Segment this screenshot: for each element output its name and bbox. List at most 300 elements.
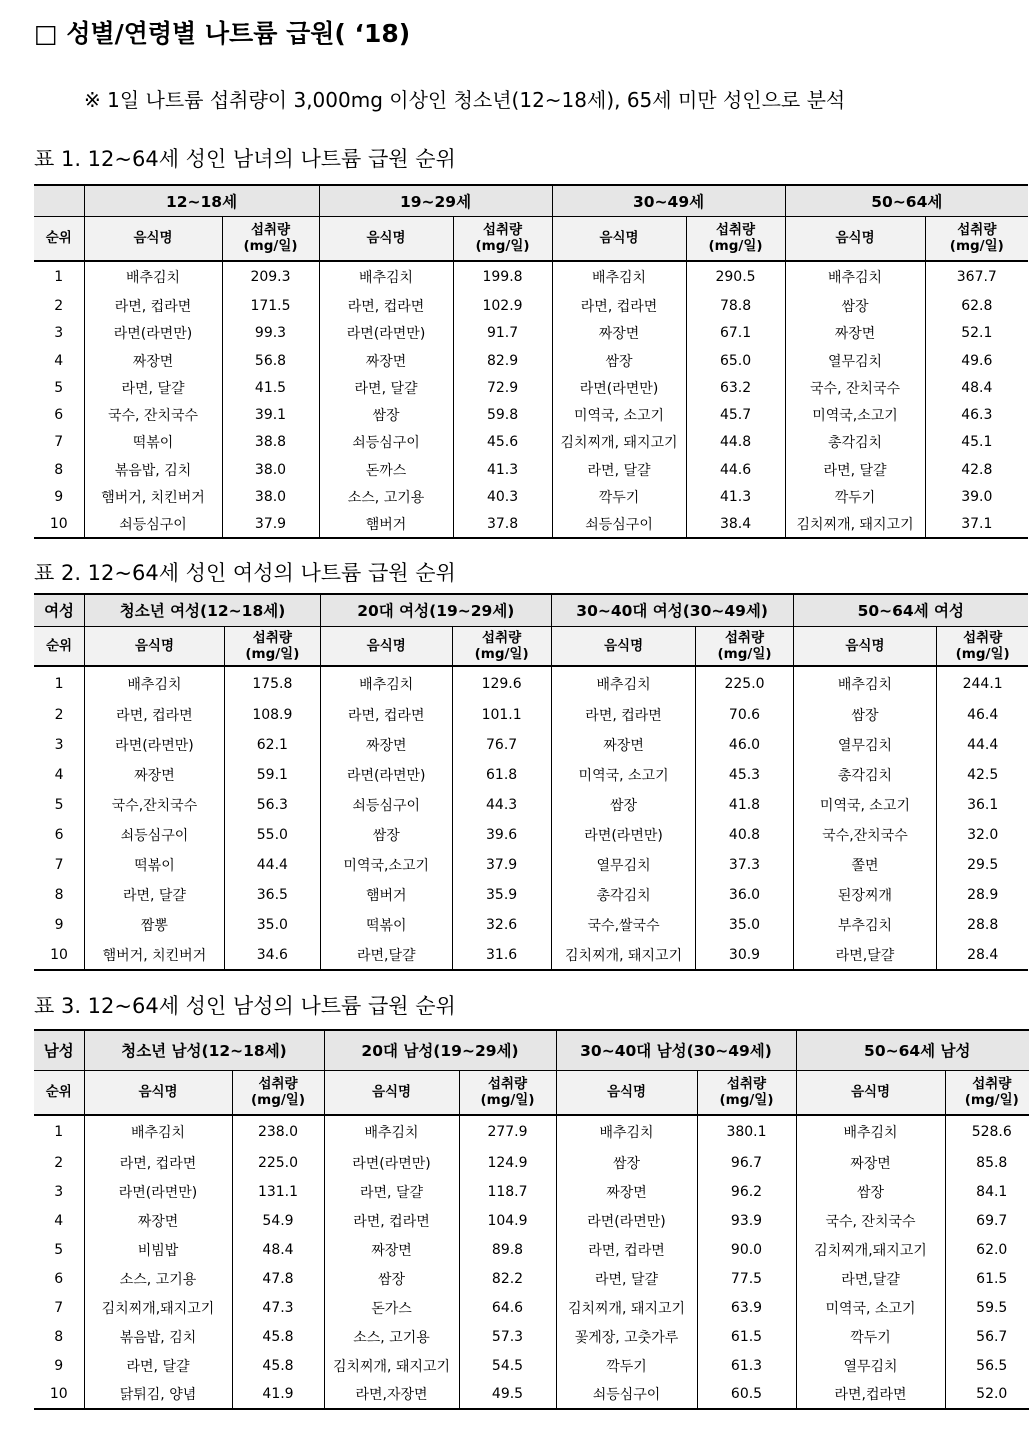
- intake-value-cell: 52.0: [945, 1380, 1029, 1409]
- intake-value-cell: 36.0: [696, 880, 793, 910]
- group-header-row: [34, 185, 1028, 216]
- food-name-header: 음식명: [324, 1070, 459, 1115]
- analysis-note: ※ 1일 나트륨 섭취량이 3,000mg 이상인 청소년(12~18세), 65세 미만 성인으로 분석: [84, 88, 846, 112]
- table-row: [34, 456, 1028, 483]
- table-row: [34, 1148, 1029, 1177]
- food-name-cell: 김치찌개, 돼지고기: [785, 511, 925, 538]
- food-name-cell: 짜장면: [785, 320, 925, 347]
- intake-value-cell: 59.8: [453, 401, 552, 428]
- food-name-cell: 배추김치: [84, 1115, 232, 1148]
- intake-header: [224, 626, 320, 666]
- rank-cell: 1: [34, 1115, 84, 1148]
- food-name-cell: 배추김치: [324, 1115, 459, 1148]
- age-group-header: 50~64세 여성: [793, 594, 1028, 626]
- food-name-cell: 깍두기: [552, 483, 686, 510]
- intake-value-cell: 48.4: [232, 1235, 324, 1264]
- food-name-cell: 미역국, 소고기: [551, 760, 696, 790]
- food-name-cell: 깍두기: [556, 1351, 697, 1380]
- food-name-cell: 돈까스: [319, 456, 453, 483]
- intake-header-unit: (mg/일): [474, 645, 529, 662]
- table-2-female: [34, 593, 1028, 971]
- intake-value-cell: 61.5: [697, 1322, 796, 1351]
- table-row: [34, 790, 1028, 820]
- intake-value-cell: 32.6: [452, 910, 551, 940]
- food-name-cell: 라면(라면만): [551, 820, 696, 850]
- table-2-caption: 표 2. 12~64세 성인 여성의 나트륨 급원 순위: [34, 561, 456, 585]
- food-name-cell: 라면,자장면: [324, 1380, 459, 1409]
- rank-header: 순위: [34, 216, 84, 261]
- table-3-male: [34, 1029, 1029, 1410]
- intake-value-cell: 64.6: [459, 1293, 556, 1322]
- intake-value-cell: 60.5: [697, 1380, 796, 1409]
- food-name-cell: 햄버거, 치킨버거: [84, 483, 222, 510]
- intake-value-cell: 238.0: [232, 1115, 324, 1148]
- food-name-cell: 쇠등심구이: [320, 790, 452, 820]
- food-name-cell: 라면, 달걀: [552, 456, 686, 483]
- food-name-cell: 짜장면: [84, 347, 222, 374]
- rank-cell: 7: [34, 429, 84, 456]
- food-name-cell: 국수, 잔치국수: [796, 1206, 945, 1235]
- food-name-cell: 쇠등심구이: [84, 511, 222, 538]
- intake-value-cell: 93.9: [697, 1206, 796, 1235]
- food-name-cell: 라면(라면만): [556, 1206, 697, 1235]
- food-name-cell: 국수, 잔치국수: [785, 374, 925, 401]
- intake-value-cell: 46.0: [696, 730, 793, 760]
- table-row: [34, 401, 1028, 428]
- food-name-cell: 볶음밥, 김치: [84, 1322, 232, 1351]
- intake-value-cell: 62.8: [961, 297, 993, 314]
- intake-value-cell: 38.4: [686, 511, 785, 538]
- food-name-cell: 총각김치: [785, 429, 925, 456]
- table-row: [34, 820, 1028, 850]
- food-name-cell: 떡볶이: [84, 429, 222, 456]
- food-name-cell: 배추김치: [319, 261, 453, 292]
- intake-value-cell: 47.3: [232, 1293, 324, 1322]
- intake-value-cell: 28.4: [937, 940, 1028, 970]
- age-group-header: 청소년 여성(12~18세): [85, 594, 321, 626]
- rank-cell: 9: [34, 483, 84, 510]
- intake-header: [937, 626, 1028, 666]
- food-name-cell: 떡볶이: [320, 910, 452, 940]
- intake-value-cell: 76.7: [452, 730, 551, 760]
- rank-cell: 4: [34, 1206, 84, 1235]
- food-name-cell: 짜장면: [85, 760, 225, 790]
- food-name-header: 음식명: [85, 626, 225, 666]
- food-name-cell: 국수, 잔치국수: [84, 401, 222, 428]
- food-name-cell: 라면(라면만): [85, 730, 225, 760]
- rank-header: 순위: [34, 1070, 84, 1115]
- intake-value-cell: 55.0: [224, 820, 320, 850]
- food-name-cell: 라면(라면만): [552, 374, 686, 401]
- intake-value-cell: 44.6: [686, 456, 785, 483]
- intake-value-cell: 277.9: [459, 1115, 556, 1148]
- intake-header-unit: (mg/일): [243, 238, 298, 255]
- intake-header-unit: (mg/일): [245, 645, 300, 662]
- intake-value-cell: 367.7: [956, 269, 997, 286]
- intake-value-cell: 39.6: [452, 820, 551, 850]
- food-name-cell: 라면(라면만): [319, 320, 453, 347]
- food-name-cell: 김치찌개, 돼지고기: [552, 429, 686, 456]
- intake-value-cell: 39.1: [222, 401, 319, 428]
- intake-value-cell: 41.3: [686, 483, 785, 510]
- intake-header-label: 섭취량: [482, 222, 523, 239]
- table-row: [34, 910, 1028, 940]
- food-name-cell: 깍두기: [796, 1322, 945, 1351]
- food-name-cell: 소스, 고기용: [319, 483, 453, 510]
- intake-header-unit: (mg/일): [949, 238, 1004, 255]
- table-row: [34, 1351, 1029, 1380]
- food-name-cell: 라면, 달걀: [84, 1351, 232, 1380]
- intake-value-cell: 90.0: [697, 1235, 796, 1264]
- table-row: [34, 666, 1028, 700]
- age-group-header: 50~64세 남성: [796, 1030, 1029, 1070]
- intake-value-cell: 59.1: [224, 760, 320, 790]
- age-group-header: 20대 여성(19~29세): [320, 594, 551, 626]
- corner-label: [34, 185, 84, 216]
- table-row: [34, 1177, 1029, 1206]
- table-row: [34, 730, 1028, 760]
- food-name-cell: 짜장면: [796, 1148, 945, 1177]
- intake-header-label: 섭취량: [250, 222, 291, 239]
- food-name-cell: 배추김치: [556, 1115, 697, 1148]
- table-row: [34, 374, 1028, 401]
- food-name-cell: 햄버거: [319, 511, 453, 538]
- food-name-cell: 쌈장: [320, 820, 452, 850]
- food-name-cell: 라면(라면만): [84, 320, 222, 347]
- intake-value-cell: 30.9: [696, 940, 793, 970]
- intake-value-cell: 72.9: [453, 374, 552, 401]
- food-name-cell: 소스, 고기용: [324, 1322, 459, 1351]
- intake-value-cell: 41.9: [232, 1380, 324, 1409]
- table-row: [34, 1380, 1029, 1409]
- food-name-cell: 쌈장: [785, 292, 925, 319]
- intake-header-unit: (mg/일): [475, 238, 530, 255]
- intake-value-cell: 34.6: [224, 940, 320, 970]
- food-name-cell: 라면,컵라면: [796, 1380, 945, 1409]
- intake-value-cell: 44.8: [686, 429, 785, 456]
- rank-cell: 10: [34, 511, 84, 538]
- rank-cell: 7: [34, 1293, 84, 1322]
- intake-header-unit: (mg/일): [964, 1092, 1019, 1109]
- food-name-cell: 라면(라면만): [324, 1148, 459, 1177]
- food-name-cell: 총각김치: [551, 880, 696, 910]
- intake-header-label: 섭취량: [972, 1076, 1012, 1093]
- rank-cell: 6: [34, 820, 85, 850]
- rank-cell: 4: [34, 347, 84, 374]
- food-name-cell: 배추김치: [551, 666, 696, 700]
- table-row: [34, 1293, 1029, 1322]
- food-name-cell: 쇠등심구이: [85, 820, 225, 850]
- table-row: [34, 429, 1028, 456]
- food-name-cell: 열무김치: [796, 1351, 945, 1380]
- intake-value-cell: 41.8: [696, 790, 793, 820]
- food-name-header: 음식명: [551, 626, 696, 666]
- intake-value-cell: 69.7: [976, 1212, 1008, 1229]
- intake-header: [925, 216, 1028, 261]
- intake-value-cell: 40.3: [453, 483, 552, 510]
- table-row: [34, 1264, 1029, 1293]
- table-row: [34, 700, 1028, 730]
- intake-value-cell: 57.3: [459, 1322, 556, 1351]
- intake-value-cell: 49.6: [961, 352, 993, 369]
- food-name-cell: 국수,쌀국수: [551, 910, 696, 940]
- food-name-cell: 배추김치: [85, 666, 225, 700]
- table-row: [34, 483, 1028, 510]
- food-name-header: 음식명: [785, 216, 925, 261]
- food-name-cell: 라면, 달걀: [84, 374, 222, 401]
- intake-value-cell: 61.8: [452, 760, 551, 790]
- table-row: [34, 292, 1028, 319]
- intake-value-cell: 38.8: [222, 429, 319, 456]
- food-name-cell: 미역국, 소고기: [552, 401, 686, 428]
- intake-value-cell: 56.3: [224, 790, 320, 820]
- food-name-header: 음식명: [793, 626, 937, 666]
- food-name-cell: 쇠등심구이: [319, 429, 453, 456]
- intake-header: [686, 216, 785, 261]
- intake-value-cell: 99.3: [222, 320, 319, 347]
- rank-cell: 3: [34, 320, 84, 347]
- rank-cell: 8: [34, 1322, 84, 1351]
- intake-value-cell: 91.7: [453, 320, 552, 347]
- intake-value-cell: 118.7: [459, 1177, 556, 1206]
- intake-value-cell: 52.1: [961, 325, 993, 342]
- intake-header: [453, 216, 552, 261]
- food-name-cell: 배추김치: [84, 261, 222, 292]
- table-row: [34, 347, 1028, 374]
- food-name-cell: 닭튀김, 양념: [84, 1380, 232, 1409]
- intake-header-label: 섭취량: [715, 222, 756, 239]
- intake-value-cell: 199.8: [453, 261, 552, 292]
- food-name-cell: 쇠등심구이: [552, 511, 686, 538]
- intake-value-cell: 29.5: [967, 857, 999, 873]
- food-name-cell: 라면, 컵라면: [551, 700, 696, 730]
- intake-value-cell: 129.6: [452, 666, 551, 700]
- rank-cell: 1: [34, 666, 85, 700]
- intake-value-cell: 102.9: [453, 292, 552, 319]
- intake-header: [222, 216, 319, 261]
- intake-value-cell: 44.3: [452, 790, 551, 820]
- intake-value-cell: 56.5: [976, 1357, 1008, 1374]
- food-name-cell: 국수,잔치국수: [793, 820, 937, 850]
- rank-cell: 2: [34, 1148, 84, 1177]
- rank-cell: 2: [34, 292, 84, 319]
- intake-value-cell: 77.5: [697, 1264, 796, 1293]
- intake-value-cell: 37.3: [696, 850, 793, 880]
- food-name-cell: 부추김치: [793, 910, 937, 940]
- intake-value-cell: 54.9: [232, 1206, 324, 1235]
- rank-cell: 8: [34, 456, 84, 483]
- corner-label: 여성: [34, 594, 85, 626]
- age-group-header: 30~40대 남성(30~49세): [556, 1030, 796, 1070]
- food-name-cell: 라면, 달걀: [324, 1177, 459, 1206]
- intake-value-cell: 32.0: [967, 827, 999, 843]
- intake-value-cell: 84.1: [976, 1183, 1008, 1200]
- food-name-cell: 쇠등심구이: [556, 1380, 697, 1409]
- intake-value-cell: 56.8: [222, 347, 319, 374]
- intake-value-cell: 44.4: [967, 737, 999, 753]
- food-name-cell: 김치찌개, 돼지고기: [556, 1293, 697, 1322]
- intake-header-unit: (mg/일): [480, 1092, 535, 1109]
- food-name-cell: 배추김치: [796, 1115, 945, 1148]
- intake-value-cell: 56.7: [976, 1328, 1008, 1345]
- intake-value-cell: 78.8: [686, 292, 785, 319]
- table-row: [34, 320, 1028, 347]
- age-group-header: 청소년 남성(12~18세): [84, 1030, 324, 1070]
- intake-value-cell: 45.6: [453, 429, 552, 456]
- intake-header-unit: (mg/일): [719, 1092, 774, 1109]
- intake-value-cell: 124.9: [459, 1148, 556, 1177]
- food-name-cell: 배추김치: [552, 261, 686, 292]
- food-name-cell: 짬뽕: [85, 910, 225, 940]
- intake-value-cell: 37.9: [452, 850, 551, 880]
- rank-cell: 7: [34, 850, 85, 880]
- table-row: [34, 940, 1028, 970]
- intake-value-cell: 61.3: [697, 1351, 796, 1380]
- table-row: [34, 850, 1028, 880]
- intake-value-cell: 70.6: [696, 700, 793, 730]
- food-name-cell: 쌈장: [556, 1148, 697, 1177]
- food-name-cell: 쌈장: [319, 401, 453, 428]
- intake-value-cell: 36.5: [224, 880, 320, 910]
- food-name-cell: 돈가스: [324, 1293, 459, 1322]
- food-name-cell: 라면, 컵라면: [552, 292, 686, 319]
- intake-value-cell: 290.5: [686, 261, 785, 292]
- food-name-cell: 김치찌개, 돼지고기: [324, 1351, 459, 1380]
- intake-value-cell: 37.1: [925, 511, 1028, 538]
- intake-value-cell: 45.3: [696, 760, 793, 790]
- intake-value-cell: 28.8: [967, 917, 999, 933]
- food-name-cell: 깍두기: [785, 483, 925, 510]
- table-row: [34, 1115, 1029, 1148]
- table-row: [34, 1235, 1029, 1264]
- intake-value-cell: 41.5: [222, 374, 319, 401]
- table-3-caption: 표 3. 12~64세 성인 남성의 나트륨 급원 순위: [34, 994, 456, 1018]
- intake-value-cell: 62.1: [224, 730, 320, 760]
- intake-header-label: 섭취량: [252, 629, 292, 646]
- food-name-cell: 쌈장: [324, 1264, 459, 1293]
- intake-value-cell: 45.1: [961, 434, 993, 451]
- table-row: [34, 1322, 1029, 1351]
- food-name-cell: 햄버거, 치킨버거: [85, 940, 225, 970]
- intake-value-cell: 63.2: [686, 374, 785, 401]
- food-name-cell: 짜장면: [319, 347, 453, 374]
- food-name-cell: 배추김치: [785, 261, 925, 292]
- food-name-cell: 미역국,소고기: [785, 401, 925, 428]
- table-row: [34, 880, 1028, 910]
- food-name-cell: 열무김치: [785, 347, 925, 374]
- age-group-header: 20대 남성(19~29세): [324, 1030, 556, 1070]
- food-name-cell: 라면, 컵라면: [320, 700, 452, 730]
- intake-value-cell: 38.0: [222, 483, 319, 510]
- food-name-cell: 배추김치: [320, 666, 452, 700]
- food-name-cell: 미역국, 소고기: [793, 790, 937, 820]
- intake-value-cell: 37.9: [222, 511, 319, 538]
- food-name-cell: 소스, 고기용: [84, 1264, 232, 1293]
- food-name-cell: 볶음밥, 김치: [84, 456, 222, 483]
- intake-value-cell: 225.0: [232, 1148, 324, 1177]
- food-name-cell: 김치찌개, 돼지고기: [551, 940, 696, 970]
- food-name-cell: 짜장면: [84, 1206, 232, 1235]
- rank-cell: 6: [34, 1264, 84, 1293]
- intake-header-unit: (mg/일): [717, 645, 772, 662]
- food-name-cell: 꽃게장, 고춧가루: [556, 1322, 697, 1351]
- intake-header-label: 섭취량: [482, 629, 522, 646]
- intake-value-cell: 62.0: [976, 1241, 1008, 1258]
- food-name-header: 음식명: [552, 216, 686, 261]
- intake-value-cell: 44.4: [224, 850, 320, 880]
- intake-value-cell: 61.5: [976, 1270, 1008, 1287]
- intake-value-cell: 82.2: [459, 1264, 556, 1293]
- rank-header: 순위: [34, 626, 85, 666]
- table-1-male-female: [34, 184, 1028, 539]
- rank-cell: 8: [34, 880, 85, 910]
- food-name-cell: 라면, 달걀: [85, 880, 225, 910]
- intake-header: [945, 1070, 1029, 1115]
- intake-value-cell: 38.0: [222, 456, 319, 483]
- intake-value-cell: 82.9: [453, 347, 552, 374]
- column-header-row: [34, 1070, 1029, 1115]
- rank-cell: 10: [34, 1380, 84, 1409]
- intake-value-cell: 171.5: [222, 292, 319, 319]
- age-group-header: 19~29세: [319, 185, 552, 216]
- intake-value-cell: 42.5: [967, 767, 999, 783]
- intake-header-unit: (mg/일): [955, 645, 1010, 662]
- intake-value-cell: 59.5: [976, 1299, 1008, 1316]
- food-name-cell: 라면, 컵라면: [319, 292, 453, 319]
- intake-value-cell: 46.4: [967, 707, 999, 723]
- food-name-cell: 비빔밥: [84, 1235, 232, 1264]
- rank-cell: 9: [34, 1351, 84, 1380]
- food-name-header: 음식명: [556, 1070, 697, 1115]
- intake-value-cell: 108.9: [224, 700, 320, 730]
- intake-header-label: 섭취량: [957, 222, 997, 239]
- intake-value-cell: 41.3: [453, 456, 552, 483]
- food-name-cell: 미역국, 소고기: [796, 1293, 945, 1322]
- food-name-cell: 햄버거: [320, 880, 452, 910]
- table-row: [34, 511, 1028, 538]
- table-row: [34, 760, 1028, 790]
- intake-value-cell: 101.1: [452, 700, 551, 730]
- intake-value-cell: 244.1: [962, 675, 1003, 692]
- rank-cell: 3: [34, 1177, 84, 1206]
- food-name-header: 음식명: [320, 626, 452, 666]
- food-name-cell: 열무김치: [551, 850, 696, 880]
- rank-cell: 6: [34, 401, 84, 428]
- rank-cell: 5: [34, 790, 85, 820]
- food-name-cell: 열무김치: [793, 730, 937, 760]
- intake-value-cell: 131.1: [232, 1177, 324, 1206]
- age-group-header: 50~64세: [785, 185, 1028, 216]
- intake-value-cell: 54.5: [459, 1351, 556, 1380]
- intake-value-cell: 45.8: [232, 1322, 324, 1351]
- intake-value-cell: 67.1: [686, 320, 785, 347]
- food-name-cell: 짜장면: [556, 1177, 697, 1206]
- food-name-cell: 쫄면: [793, 850, 937, 880]
- intake-value-cell: 49.5: [459, 1380, 556, 1409]
- food-name-cell: 짜장면: [552, 320, 686, 347]
- column-header-row: [34, 626, 1028, 666]
- food-name-cell: 라면(라면만): [320, 760, 452, 790]
- intake-value-cell: 209.3: [222, 261, 319, 292]
- intake-value-cell: 39.0: [961, 489, 993, 506]
- intake-header: [232, 1070, 324, 1115]
- intake-value-cell: 47.8: [232, 1264, 324, 1293]
- food-name-cell: 라면(라면만): [84, 1177, 232, 1206]
- intake-header-unit: (mg/일): [708, 238, 763, 255]
- rank-cell: 2: [34, 700, 85, 730]
- intake-value-cell: 40.8: [696, 820, 793, 850]
- intake-value-cell: 63.9: [697, 1293, 796, 1322]
